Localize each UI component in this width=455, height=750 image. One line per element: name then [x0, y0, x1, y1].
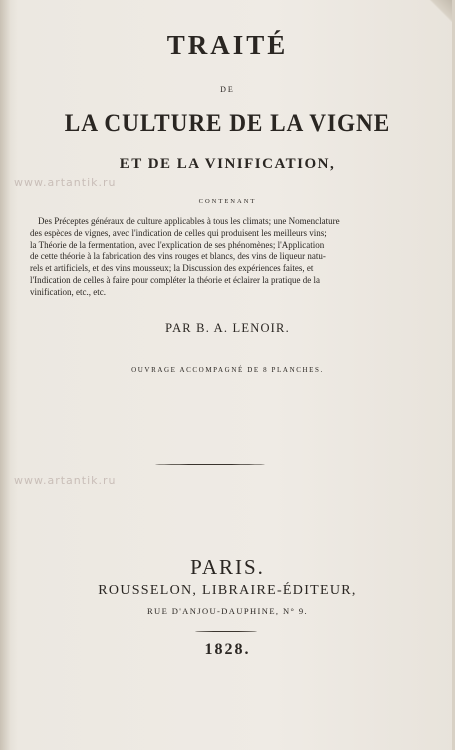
- watermark: www.artantik.ru: [14, 176, 117, 189]
- description-line: rels et artificiels, et des vins mousseux; la Discussion des expériences faites, et: [30, 263, 314, 274]
- ornamental-rule: [155, 464, 265, 465]
- book-title: TRAITÉ: [166, 30, 289, 60]
- plates-note: OUVRAGE ACCOMPAGNÉ DE 8 PLANCHES.: [131, 366, 324, 374]
- contents-heading: CONTENANT: [198, 198, 257, 205]
- description-line: la Théorie de la fermentation, avec l'explication de ses phénomènes; l'Application: [30, 239, 325, 250]
- ornamental-rule-small: [195, 631, 257, 632]
- page-spine-shadow: [0, 0, 10, 750]
- publication-year: 1828.: [204, 641, 251, 658]
- contents-description: [30, 216, 380, 299]
- description-line: l'Indication de celles à faire pour compléter la théorie et éclairer la pratique de la: [30, 274, 320, 285]
- description-line: de cette théorie à la fabrication des vins rouges et blancs, des vins de liqueur natu-: [30, 251, 326, 262]
- book-subject: LA CULTURE DE LA VIGNE: [64, 110, 391, 137]
- author-line: PAR B. A. LENOIR.: [165, 321, 290, 335]
- description-line: Des Préceptes généraux de culture applicables à tous les climats; une Nomenclature: [38, 216, 340, 226]
- title-connector: DE: [220, 85, 235, 94]
- book-subject-continued: ET DE LA VINIFICATION,: [119, 156, 336, 172]
- publisher-name: ROUSSELON, LIBRAIRE-ÉDITEUR,: [98, 583, 357, 598]
- description-line: des espèces de vignes, avec l'indication de celles qui produisent les meilleurs vins;: [30, 227, 327, 238]
- publisher-address: RUE D'ANJOU-DAUPHINE, N° 9.: [146, 606, 309, 616]
- folded-corner: [425, 0, 455, 22]
- description-line: vinification, etc., etc.: [30, 286, 106, 297]
- publication-city: PARIS.: [190, 555, 265, 579]
- watermark: www.artantik.ru: [14, 474, 117, 487]
